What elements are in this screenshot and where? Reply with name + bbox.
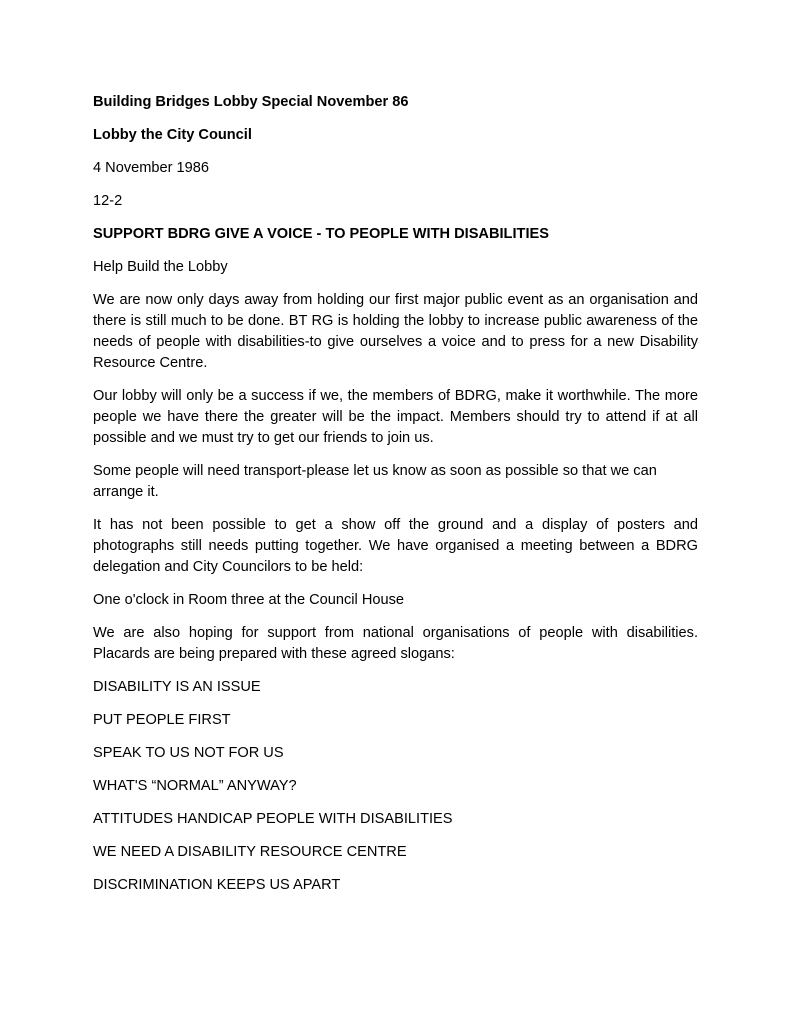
paragraph: It has not been possible to get a show off the ground and a display of posters and photographs still needs putting together. We have organised a meeting between a BDRG delegation and City Councilors to be held: xyxy=(93,517,698,575)
slogan-item: SPEAK TO US NOT FOR US xyxy=(93,745,284,761)
slogan-list xyxy=(93,677,698,896)
document-page xyxy=(93,92,698,908)
paragraph: We are also hoping for support from national organisations of people with disabilities. Placards are being prepared with these agreed slogans: xyxy=(93,625,698,662)
slogan-item: WHAT'S “NORMAL” ANYWAY? xyxy=(93,778,297,794)
document-title: Building Bridges Lobby Special November 86 xyxy=(93,94,409,110)
event-time: 12-2 xyxy=(93,193,123,209)
paragraph: We are now only days away from holding our first major public event as an organisation and there is still much to be done. BT RG is holding the lobby to increase public awareness of the needs of people with disabilities-to give ourselves a voice and to press for a new Disability Resource Centre. xyxy=(93,292,698,371)
section-heading: Help Build the Lobby xyxy=(93,259,228,275)
paragraph: One o'clock in Room three at the Council House xyxy=(93,592,405,608)
headline: SUPPORT BDRG GIVE A VOICE - TO PEOPLE WITH DISABILITIES xyxy=(93,226,549,242)
slogan-item: PUT PEOPLE FIRST xyxy=(93,712,231,728)
slogan-item: DISCRIMINATION KEEPS US APART xyxy=(93,877,341,893)
document-subtitle: Lobby the City Council xyxy=(93,127,252,143)
slogan-item: DISABILITY IS AN ISSUE xyxy=(93,679,261,695)
paragraph: Some people will need transport-please let us know as soon as possible so that we can arrange it. xyxy=(93,463,657,500)
event-date: 4 November 1986 xyxy=(93,160,210,176)
slogan-item: WE NEED A DISABILITY RESOURCE CENTRE xyxy=(93,844,407,860)
paragraph: Our lobby will only be a success if we, the members of BDRG, make it worthwhile. The more people we have there the greater will be the impact. Members should try to attend if at all possible and we must try to get our friends to join us. xyxy=(93,388,698,446)
slogan-item: ATTITUDES HANDICAP PEOPLE WITH DISABILITIES xyxy=(93,811,453,827)
